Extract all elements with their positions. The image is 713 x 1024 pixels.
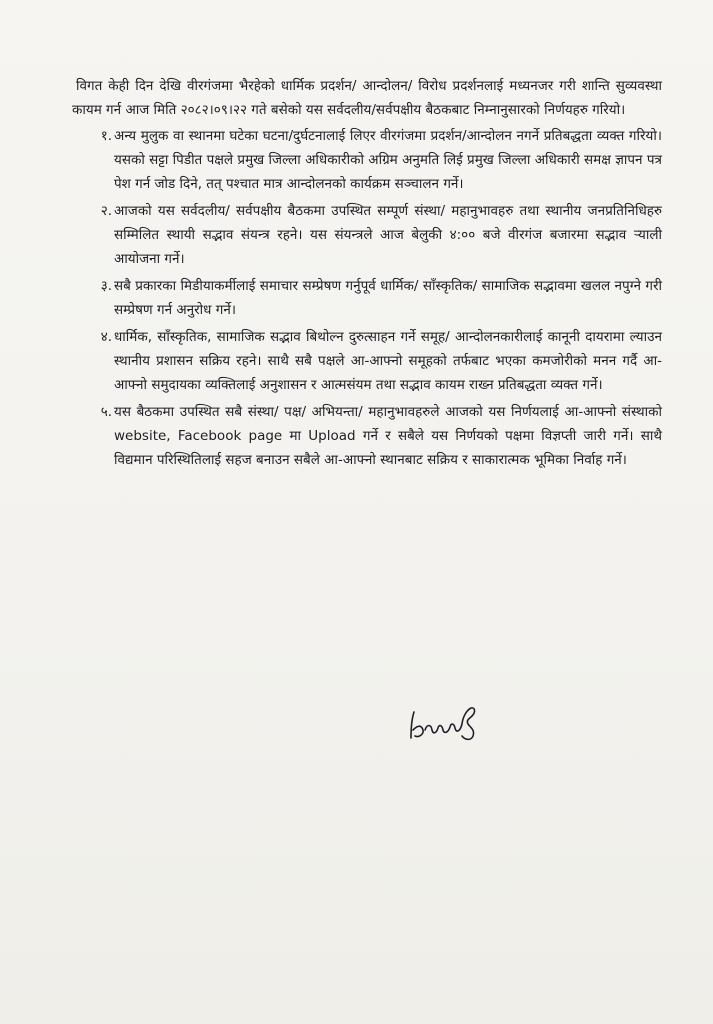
decision-item bbox=[72, 199, 662, 271]
document-body bbox=[72, 74, 662, 475]
signature-mark bbox=[405, 700, 485, 746]
decision-number: १. bbox=[100, 128, 112, 144]
decision-item bbox=[72, 274, 662, 322]
decision-item bbox=[72, 124, 662, 196]
decision-text: आजको यस सर्वदलीय/ सर्वपक्षीय बैठकमा उपस्थित सम्पूर्ण संस्था/ महानुभावहरु तथा स्थानीय जनप्रतिनिधिहरु सम्मिलित स्थायी सद्भाव संयन्त्र रहने। यस संयन्त्रले आज बेलुकी ४:०० बजे वीरगंज बजारमा सद्भाव र्‍याली आयोजना गर्ने। bbox=[114, 203, 662, 267]
decision-text: सबै प्रकारका मिडीयाकर्मीलाई समाचार सम्प्रेषण गर्नुपूर्व धार्मिक/ साँस्कृतिक/ सामाजिक सद्भावमा खलल नपुग्ने गरी सम्प्रेषण गर्न अनुरोध गर्ने। bbox=[114, 278, 662, 318]
decision-number: २. bbox=[100, 203, 112, 219]
decision-list bbox=[72, 124, 662, 472]
decision-text: अन्य मुलुक वा स्थानमा घटेका घटना/दुर्घटनालाई लिएर वीरगंजमा प्रदर्शन/आन्दोलन नगर्ने प्रतिबद्धता व्यक्त गरियो। यसको सट्टा पिडीत पक्षले प्रमुख जिल्ला अधिकारीको अग्रिम अनुमति लिई प्रमुख जिल्ला अधिकारी समक्ष ज्ञापन पत्र पेश गर्न जोड दिने, तत् पश्चात मात्र आन्दोलनको कार्यक्रम सञ्चालन गर्ने। bbox=[114, 128, 662, 192]
decision-item bbox=[72, 400, 662, 472]
decision-number: ५. bbox=[100, 404, 112, 420]
decision-text: धार्मिक, साँस्कृतिक, सामाजिक सद्भाव बिथोल्न दुरुत्साहन गर्ने समूह/ आन्दोलनकारीलाई कानूनी दायरामा ल्याउन स्थानीय प्रशासन सक्रिय रहने। साथै सबै पक्षले आ-आफ्नो समूहको तर्फबाट भएका कमजोरीको मनन गर्दै आ-आफ्नो समुदायका व्यक्तिलाई अनुशासन र आत्मसंयम तथा सद्भाव कायम राख्न प्रतिबद्धता व्यक्त गर्ने। bbox=[114, 329, 662, 393]
decision-text: यस बैठकमा उपस्थित सबै संस्था/ पक्ष/ अभियन्ता/ महानुभावहरुले आजको यस निर्णयलाई आ-आफ्नो संस्थाको website, Facebook page मा Upload गर्ने र सबैले यस निर्णयको पक्षमा विज्ञप्ती जारी गर्ने। साथै विद्यमान परिस्थितिलाई सहज बनाउन सबैले आ-आफ्नो स्थानबाट सक्रिय र साकारात्मक भूमिका निर्वाह गर्ने। bbox=[114, 404, 662, 468]
intro-paragraph: विगत केही दिन देखि वीरगंजमा भैरहेको धार्मिक प्रदर्शन/ आन्दोलन/ विरोध प्रदर्शनलाई मध्यनजर गरी शान्ति सुव्यवस्था कायम गर्न आज मिति २०८२।०९।२२ गते बसेको यस सर्वदलीय/सर्वपक्षीय बैठकबाट निम्नानुसारको निर्णयहरु गरियो। bbox=[72, 78, 662, 118]
decision-item bbox=[72, 325, 662, 397]
decision-number: ३. bbox=[100, 278, 112, 294]
decision-number: ४. bbox=[100, 329, 112, 345]
